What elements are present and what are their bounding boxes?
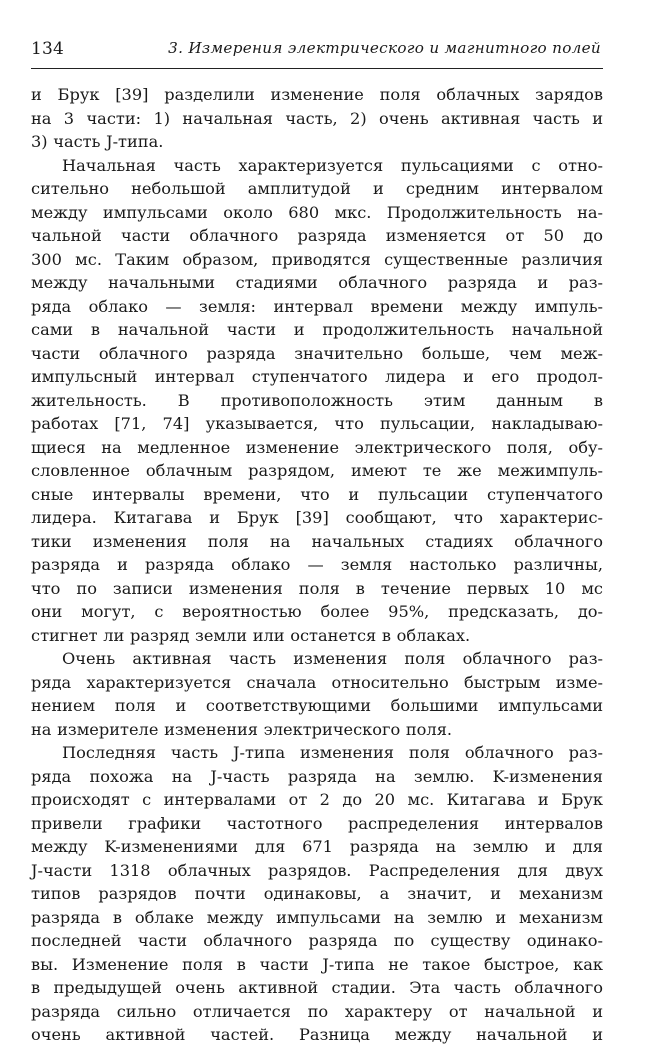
text-line: очень активной частей. Разница между начальной и [31,1025,603,1044]
text-line: части облачного разряда значительно больше, чем меж- [31,343,603,363]
text-line: в предыдущей очень активной стадии. Эта часть облачного [31,978,603,997]
text-line: на измерителе изменения электрического поля. [31,719,453,739]
text-line: вы. Изменение поля в части J-типа не такое быстрое, как [31,954,603,974]
text-line: между начальными стадиями облачного разряда и раз- [31,273,603,292]
body-text [31,83,603,1047]
text-line: ряда похожа на J-часть разряда на землю. K-изменения [31,766,603,786]
page-number: 134 [31,39,65,59]
page-header [31,37,603,65]
text-line: 3) часть J-типа. [31,132,164,151]
text-line: и Брук [39] разделили изменение поля облачных зарядов [31,85,603,104]
text-line: Начальная часть характеризуется пульсациями с отно- [62,155,603,175]
paragraph-4 [31,741,603,1047]
text-line: ряда облако — земля: интервал времени между импуль- [31,296,603,316]
text-line: разряда в облаке между импульсами на землю и механизм [31,907,603,927]
text-line: импульсный интервал ступенчатого лидера и его продол- [31,367,603,386]
running-title: 3. Измерения электрического и магнитного полей [168,39,601,57]
text-line: щиеся на медленное изменение электрического поля, обу- [31,437,603,457]
text-line: на 3 части: 1) начальная часть, 2) очень активная часть и [31,108,603,128]
paragraph-1 [31,83,603,154]
text-line: лидера. Китагава и Брук [39] сообщают, что характерис- [31,508,603,527]
text-line: разряда сильно отличается по характеру от начальной и [31,1001,603,1021]
text-line: жительность. В противоположность этим данным в [31,390,603,410]
text-line: словленное облачным разрядом, имеют те же межимпуль- [31,461,603,480]
text-line: чальной части облачного разряда изменяется от 50 до [31,226,603,245]
text-line: что по записи изменения поля в течение первых 10 мс [31,578,603,598]
text-line: ряда характеризуется сначала относительно быстрым изме- [31,672,603,692]
text-line: происходят с интервалами от 2 до 20 мс. Китагава и Брук [31,790,603,809]
text-line: между K-изменениями для 671 разряда на землю и для [31,837,603,856]
paragraph-3 [31,647,603,741]
header-rule [31,68,603,69]
text-line: разряда и разряда облако — земля настолько различны, [31,555,603,574]
text-line: Последняя часть J-типа изменения поля облачного раз- [62,743,603,762]
text-line: сительно небольшой амплитудой и средним интервалом [31,179,603,198]
text-line: тики изменения поля на начальных стадиях облачного [31,531,603,551]
text-line: стигнет ли разряд земли или останется в облаках. [31,625,471,645]
text-line: 300 мс. Таким образом, приводятся существенные различия [31,249,603,269]
text-line: сные интервалы времени, что и пульсации ступенчатого [31,484,603,504]
text-line: J-части 1318 облачных разрядов. Распределения для двух [31,860,603,880]
text-line: сами в начальной части и продолжительность начальной [31,320,603,339]
text-line: между импульсами около 680 мкс. Продолжительность на- [31,202,603,222]
text-line: нением поля и соответствующими большими импульсами [31,696,603,715]
text-line: они могут, с вероятностью более 95%, предсказать, до- [31,602,603,621]
text-line: привели графики частотного распределения интервалов [31,813,603,833]
text-line: последней части облачного разряда по существу одинако- [31,931,603,950]
text-line: типов разрядов почти одинаковы, а значит, и механизм [31,884,603,903]
text-line: Очень активная часть изменения поля облачного раз- [62,649,603,668]
paragraph-2 [31,154,603,648]
text-line: работах [71, 74] указывается, что пульсации, накладываю- [31,414,603,433]
